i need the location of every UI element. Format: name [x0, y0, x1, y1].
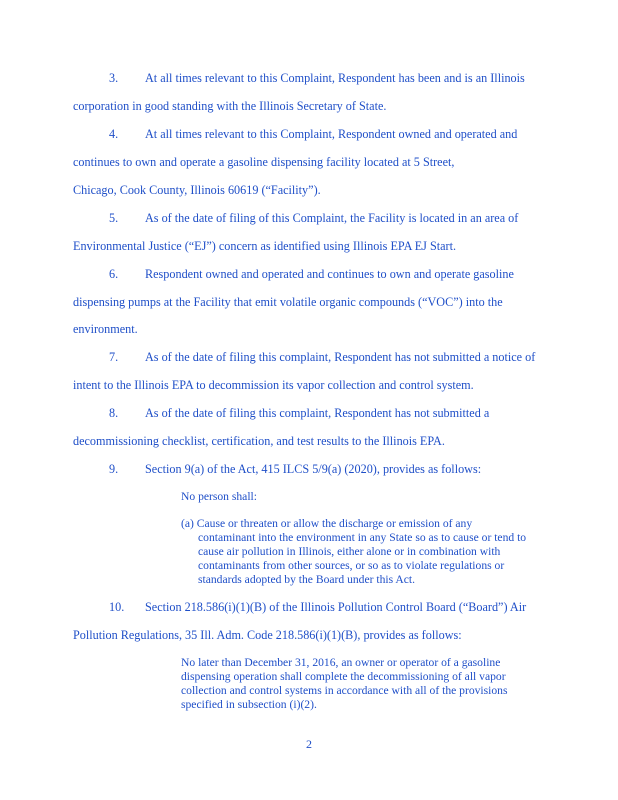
page-number: 2 — [306, 737, 312, 751]
paragraph-7-number: 7. — [109, 350, 119, 364]
paragraph-5-line-2: Environmental Justice (“EJ”) concern as identified using Illinois EPA EJ Start. — [73, 239, 457, 253]
paragraph-4-line-3: Chicago, Cook County, Illinois 60619 (“Facility”). — [73, 183, 321, 197]
paragraph-10-quote-line: collection and control systems in accordance with all of the provisions — [181, 684, 508, 697]
paragraph-3-line-1: At all times relevant to this Complaint, Respondent has been and is an Illinois — [145, 71, 525, 85]
paragraph-8-line-2: decommissioning checklist, certification, and test results to the Illinois EPA. — [73, 434, 445, 448]
paragraph-3-line-2: corporation in good standing with the Illinois Secretary of State. — [73, 99, 387, 113]
paragraph-9-quote-line: contaminant into the environment in any State so as to cause or tend to — [198, 531, 527, 544]
paragraph-3-number: 3. — [109, 71, 119, 85]
paragraph-10-quote-line: specified in subsection (i)(2). — [181, 698, 317, 711]
paragraph-6-number: 6. — [109, 267, 119, 281]
paragraph-5-line-1: As of the date of filing of this Complaint, the Facility is located in an area of — [145, 211, 519, 225]
paragraph-9-quote-line: contaminants from other sources, or so as to violate regulations or — [198, 559, 505, 572]
paragraph-8-line-1: As of the date of filing this complaint, Respondent has not submitted a — [145, 406, 490, 420]
paragraph-7-line-1: As of the date of filing this complaint, Respondent has not submitted a notice of — [145, 350, 536, 364]
paragraph-4-line-2: continues to own and operate a gasoline dispensing facility located at 5 Street, — [73, 155, 455, 169]
paragraph-10-number: 10. — [109, 600, 125, 614]
paragraph-9-line-1: Section 9(a) of the Act, 415 ILCS 5/9(a) (2020), provides as follows: — [145, 462, 482, 476]
paragraph-10-quote-line: No later than December 31, 2016, an owner or operator of a gasoline — [181, 656, 501, 669]
paragraph-9-number: 9. — [109, 462, 119, 476]
paragraph-6-line-2: dispensing pumps at the Facility that emit volatile organic compounds (“VOC”) into the — [73, 295, 503, 309]
paragraph-5-number: 5. — [109, 211, 119, 225]
paragraph-10-line-2: Pollution Regulations, 35 Ill. Adm. Code 218.586(i)(1)(B), provides as follows: — [73, 628, 462, 642]
paragraph-9-quote-line: cause air pollution in Illinois, either alone or in combination with — [198, 545, 501, 558]
paragraph-6-line-3: environment. — [73, 322, 138, 336]
paragraph-9-quote-line: (a) Cause or threaten or allow the discharge or emission of any — [181, 517, 473, 530]
paragraph-4-line-1: At all times relevant to this Complaint, Respondent owned and operated and — [145, 127, 518, 141]
paragraph-9-quote-intro: No person shall: — [181, 490, 257, 503]
paragraph-7-line-2: intent to the Illinois EPA to decommission its vapor collection and control system. — [73, 378, 474, 392]
paragraph-8-number: 8. — [109, 406, 119, 420]
paragraph-4-number: 4. — [109, 127, 119, 141]
paragraph-6-line-1: Respondent owned and operated and continues to own and operate gasoline — [145, 267, 514, 281]
paragraph-9-quote-line: standards adopted by the Board under this Act. — [198, 573, 416, 586]
paragraph-10-quote-line: dispensing operation shall complete the decommissioning of all vapor — [181, 670, 506, 683]
paragraph-10-line-1: Section 218.586(i)(1)(B) of the Illinois Pollution Control Board (“Board”) Air — [145, 600, 527, 614]
